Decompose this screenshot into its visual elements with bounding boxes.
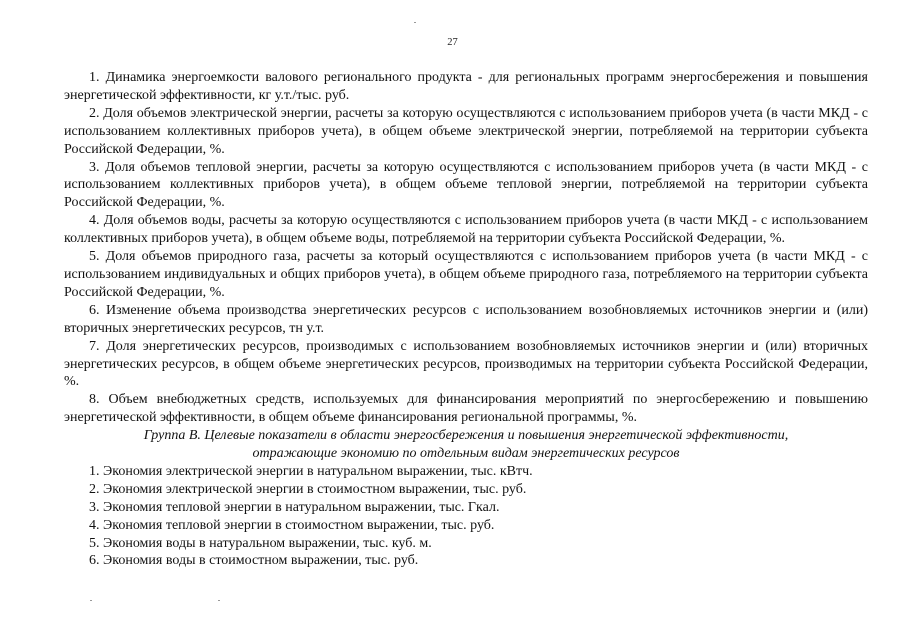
paragraph-3: 3. Доля объемов тепловой энергии, расчеты за которую осуществляются с использованием приборов учета (в части МКД - с использованием коллективных приборов учета), в общем объеме тепловой энергии, потребляемой на территории субъекта Российской Федерации, %. — [64, 159, 868, 211]
group-b-list — [64, 463, 868, 570]
paragraph-6: 6. Изменение объема производства энергетических ресурсов с использованием возобновляемых источников энергии и (или) вторичных энергетических ресурсов, тн у.т. — [64, 302, 868, 336]
scan-speck — [90, 600, 92, 601]
scan-speck — [218, 600, 220, 601]
paragraph-1: 1. Динамика энергоемкости валового регионального продукта - для региональных программ энергосбережения и повышения энергетической эффективности, кг у.т./тыс. руб. — [64, 70, 868, 103]
document-body — [64, 69, 868, 570]
scan-speck — [414, 22, 416, 23]
list-item: 5. Экономия воды в натуральном выражении, тыс. куб. м. — [89, 535, 432, 551]
paragraph-2: 2. Доля объемов электрической энергии, расчеты за которую осуществляются с использованием приборов учета (в части МКД - с использованием коллективных приборов учета), в общем объеме электрической энергии, потребляемой на территории субъекта Российской Федерации, %. — [64, 105, 868, 157]
list-item: 1. Экономия электрической энергии в натуральном выражении, тыс. кВтч. — [89, 463, 533, 479]
page-number: 27 — [447, 37, 458, 48]
list-item: 2. Экономия электрической энергии в стоимостном выражении, тыс. руб. — [89, 481, 527, 497]
group-b-heading — [64, 427, 868, 463]
list-item: 3. Экономия тепловой энергии в натуральном выражении, тыс. Гкал. — [89, 499, 500, 515]
paragraph-5: 5. Доля объемов природного газа, расчеты за который осуществляются с использованием приборов учета (в части МКД - с использованием индивидуальных и общих приборов учета), в общем объеме природного газа, потребляемого на территории субъекта Российской Федерации, %. — [64, 249, 868, 300]
paragraph-7: 7. Доля энергетических ресурсов, производимых с использованием возобновляемых источников энергии и (или) вторичных энергетических ресурсов, в общем объеме энергетических ресурсов, производимых на территории субъекта Российской Федерации, %. — [64, 338, 868, 390]
list-item: 4. Экономия тепловой энергии в стоимостном выражении, тыс. руб. — [89, 517, 495, 533]
paragraph-4: 4. Доля объемов воды, расчеты за которую осуществляются с использованием приборов учета (в части МКД - с использованием коллективных приборов учета), в общем объеме воды, потребляемой на территории субъекта Российской Федерации, %. — [64, 213, 868, 247]
paragraph-8: 8. Объем внебюджетных средств, используемых для финансирования мероприятий по энергосбережению и повышению энергетической эффективности, в общем объеме финансирования региональной программы, %. — [64, 392, 868, 426]
list-item: 6. Экономия воды в стоимостном выражении, тыс. руб. — [89, 553, 419, 569]
group-b-heading-line2: отражающие экономию по отдельным видам энергетических ресурсов — [252, 446, 680, 462]
group-b-heading-line1: Группа В. Целевые показатели в области энергосбережения и повышения энергетической эффективности, — [143, 428, 789, 444]
